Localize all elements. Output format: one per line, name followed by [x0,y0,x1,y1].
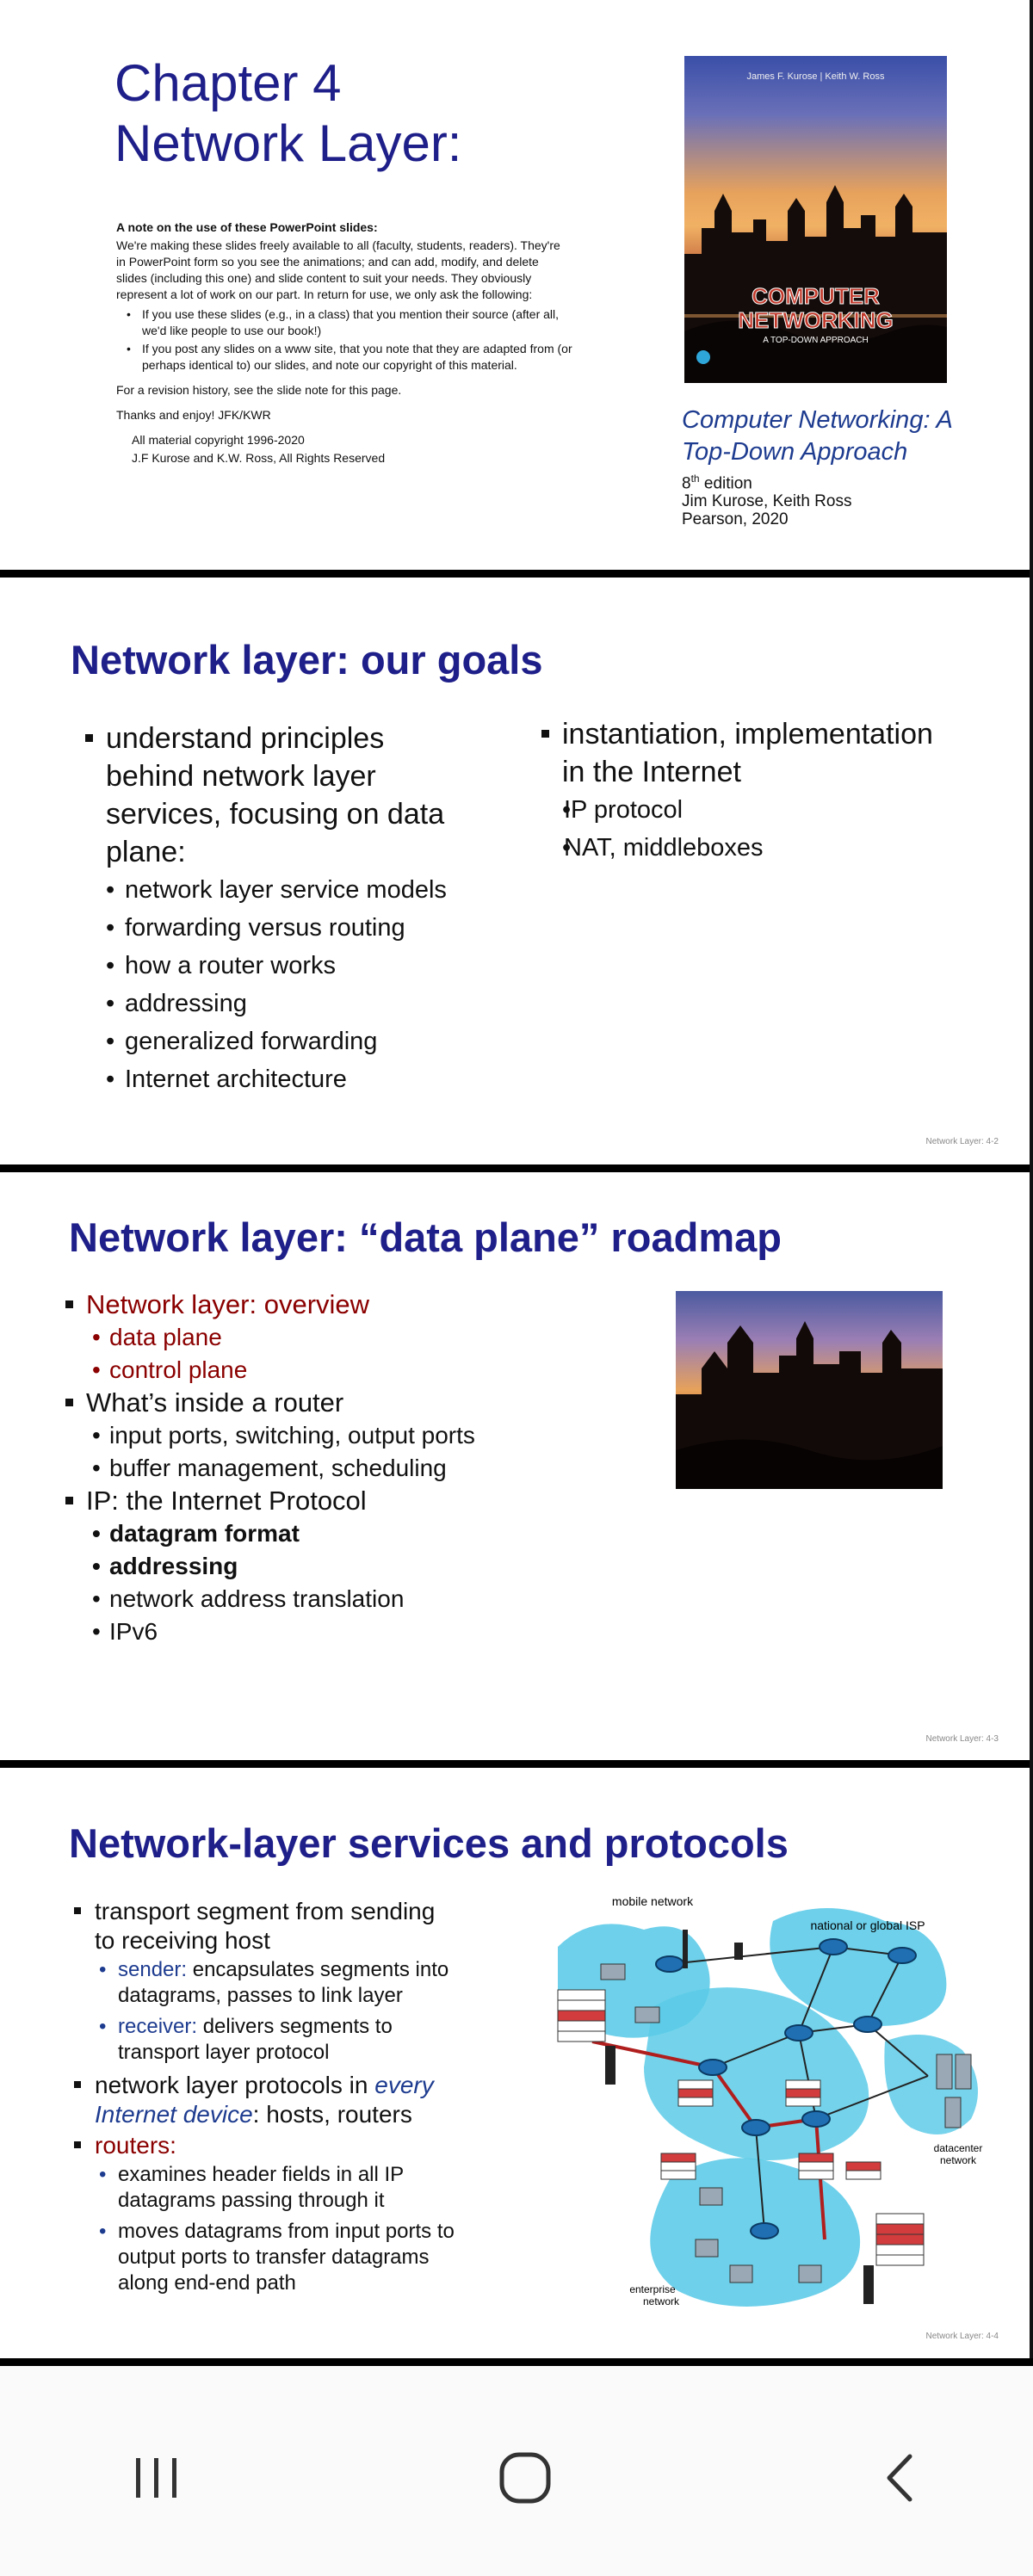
slide-footer: Network Layer: 4-4 [925,2332,999,2341]
publisher-logo-icon [696,350,710,364]
services-sub-bullet: • sender: encapsulates segments into datagrams, passes to link layer [71,1957,518,2009]
router-icon [820,1939,847,1955]
goal-sub-bullet: • how a router works [82,947,529,985]
title-line-2: Network Layer: [114,114,462,172]
datacenter-label: datacenter [933,2142,983,2154]
slide-footer: Network Layer: 4-2 [925,1137,999,1146]
goal-sub-bullet: • NAT, middleboxes [538,829,1007,867]
roadmap-sub-item: • IPv6 [62,1615,475,1648]
enterprise-label: enterprise [629,2283,676,2295]
goal-sub-bullet: • IP protocol [538,791,1007,829]
book-info [682,405,1009,528]
system-navigation-bar [0,2366,1033,2576]
server-icon [937,2054,952,2089]
viewer-edge [1030,0,1033,2358]
skyline-silhouette [676,1291,943,1489]
isp-label: national or global ISP [810,1918,925,1932]
note-heading: A note on the use of these PowerPoint slides: [116,220,378,234]
authors: Jim Kurose, Keith Ross [682,492,852,511]
protocol-stack-icon [558,1990,605,2042]
router-icon [699,2060,727,2075]
book-title: Computer Networking: A Top-Down Approach [682,406,953,466]
goal-sub-bullet: • addressing [82,985,529,1022]
publisher: Pearson, 2020 [682,510,789,529]
slide-4-title: Network-layer services and protocols [69,1820,789,1866]
slide-divider [0,1164,1033,1172]
back-icon [882,2452,917,2504]
desktop-icon [730,2265,752,2283]
roadmap-item: IP: the Internet Protocol [62,1485,475,1517]
roadmap-sub-item: • network address translation [62,1583,475,1615]
router-icon [751,2223,778,2239]
roadmap-sub-item: • datagram format [62,1517,475,1550]
cell-tower-icon [683,1930,688,1968]
note-bullet: • If you use these slides (e.g., in a class) that you mention their source (after all, we'd like people to use our book!) [116,306,572,339]
skyline-photo [676,1291,943,1489]
mobile-network-label: mobile network [611,1895,694,1908]
services-sub-bullet: • moves datagrams from input ports to output ports to transfer datagrams along end-end path [71,2219,518,2296]
roadmap-list [62,1288,475,1648]
services-bullet: transport segment from sending to receiving host [71,1897,518,1955]
router-icon [742,2120,770,2135]
goal-sub-bullet: • forwarding versus routing [82,909,529,947]
slide-divider [0,1760,1033,1768]
slide-services [0,1768,1033,2358]
slide-2-title: Network layer: our goals [71,637,543,683]
enterprise-label: network [642,2295,680,2307]
desktop-icon [799,2265,821,2283]
revision-note: For a revision history, see the slide note for this page. [116,383,402,397]
router-icon [802,2111,830,2127]
note-bullet: • If you post any slides on a www site, that you note that they are adapted from (or perhaps identical to) our slides, and note our copyright of this material. [116,341,572,374]
goals-right-column [538,715,1007,867]
router-icon [656,1956,684,1972]
router-icon [854,2017,881,2032]
roadmap-sub-item: • addressing [62,1550,475,1583]
desktop-icon [696,2239,718,2257]
note-body: We're making these slides freely available to all (faculty, students, readers). They're in PowerPoint form so you see the animations; and can add, modify, and delete slides (including this one) and slide content to suit your needs. They obviously represent a lot of work on our part. In return for use, we only ask the following: [116,238,560,301]
server-icon [945,2097,961,2128]
edition: 8th edition [682,473,752,493]
protocol-stack-icon [876,2214,924,2265]
copyright-line: All material copyright 1996-2020 [132,433,305,447]
roadmap-sub-item: • control plane [62,1354,475,1387]
slide-divider [0,570,1033,578]
server-rack-icon [605,2046,615,2085]
services-sub-bullet: • receiver: delivers segments to transport layer protocol [71,2014,518,2066]
desktop-icon [700,2188,722,2205]
router-icon [785,2025,813,2041]
goals-left-column [82,720,529,1098]
goal-main-bullet: instantiation, implementation in the Internet [538,715,1007,791]
router-icon [888,1948,916,1963]
thanks-note: Thanks and enjoy! JFK/KWR [116,408,271,422]
services-sub-bullet: • examines header fields in all IP datagrams passing through it [71,2162,518,2214]
laptop-icon [601,1964,625,1980]
roadmap-sub-item: • data plane [62,1321,475,1354]
laptop-icon [635,2007,659,2023]
goal-sub-bullet: • generalized forwarding [82,1022,529,1060]
back-button[interactable] [839,2435,960,2521]
goal-sub-bullet: • network layer service models [82,871,529,909]
roadmap-item: What’s inside a router [62,1387,475,1419]
roadmap-sub-item: • buffer management, scheduling [62,1452,475,1485]
server-rack-icon [863,2265,874,2304]
usage-note [116,219,572,468]
cover-subtitle: A TOP-DOWN APPROACH [763,336,869,345]
slide-divider [0,2358,1033,2366]
title-line-1: Chapter 4 [114,54,342,112]
services-bullet: network layer protocols in every Internet device: hosts, routers [71,2071,518,2129]
phone-icon [734,1943,743,1960]
goal-main-bullet: understand principles behind network layer services, focusing on data plane: [82,720,529,871]
home-icon [498,2450,553,2505]
goal-sub-bullet: • Internet architecture [82,1060,529,1098]
cover-authors: James F. Kurose | Keith W. Ross [746,71,885,82]
home-button[interactable] [465,2435,585,2521]
slide-title [0,0,1033,570]
recents-icon [131,2455,182,2501]
slide-1-title [114,53,461,174]
copyright-line: J.F Kurose and K.W. Ross, All Rights Reserved [132,451,386,465]
network-diagram [541,1895,988,2326]
roadmap-item: Network layer: overview [62,1288,475,1321]
slide-goals [0,578,1033,1164]
roadmap-sub-item: • input ports, switching, output ports [62,1419,475,1452]
recents-button[interactable] [96,2435,217,2521]
book-cover-image [684,56,947,383]
services-list [71,1897,518,2301]
skyline-silhouette [684,159,947,383]
slide-3-title: Network layer: “data plane” roadmap [69,1214,782,1260]
slide-roadmap [0,1172,1033,1760]
datacenter-label: network [939,2154,977,2166]
services-bullet: routers: [71,2131,518,2160]
server-icon [956,2054,971,2089]
cover-title: COMPUTER NETWORKING [738,283,894,333]
slide-footer: Network Layer: 4-3 [925,1734,999,1744]
